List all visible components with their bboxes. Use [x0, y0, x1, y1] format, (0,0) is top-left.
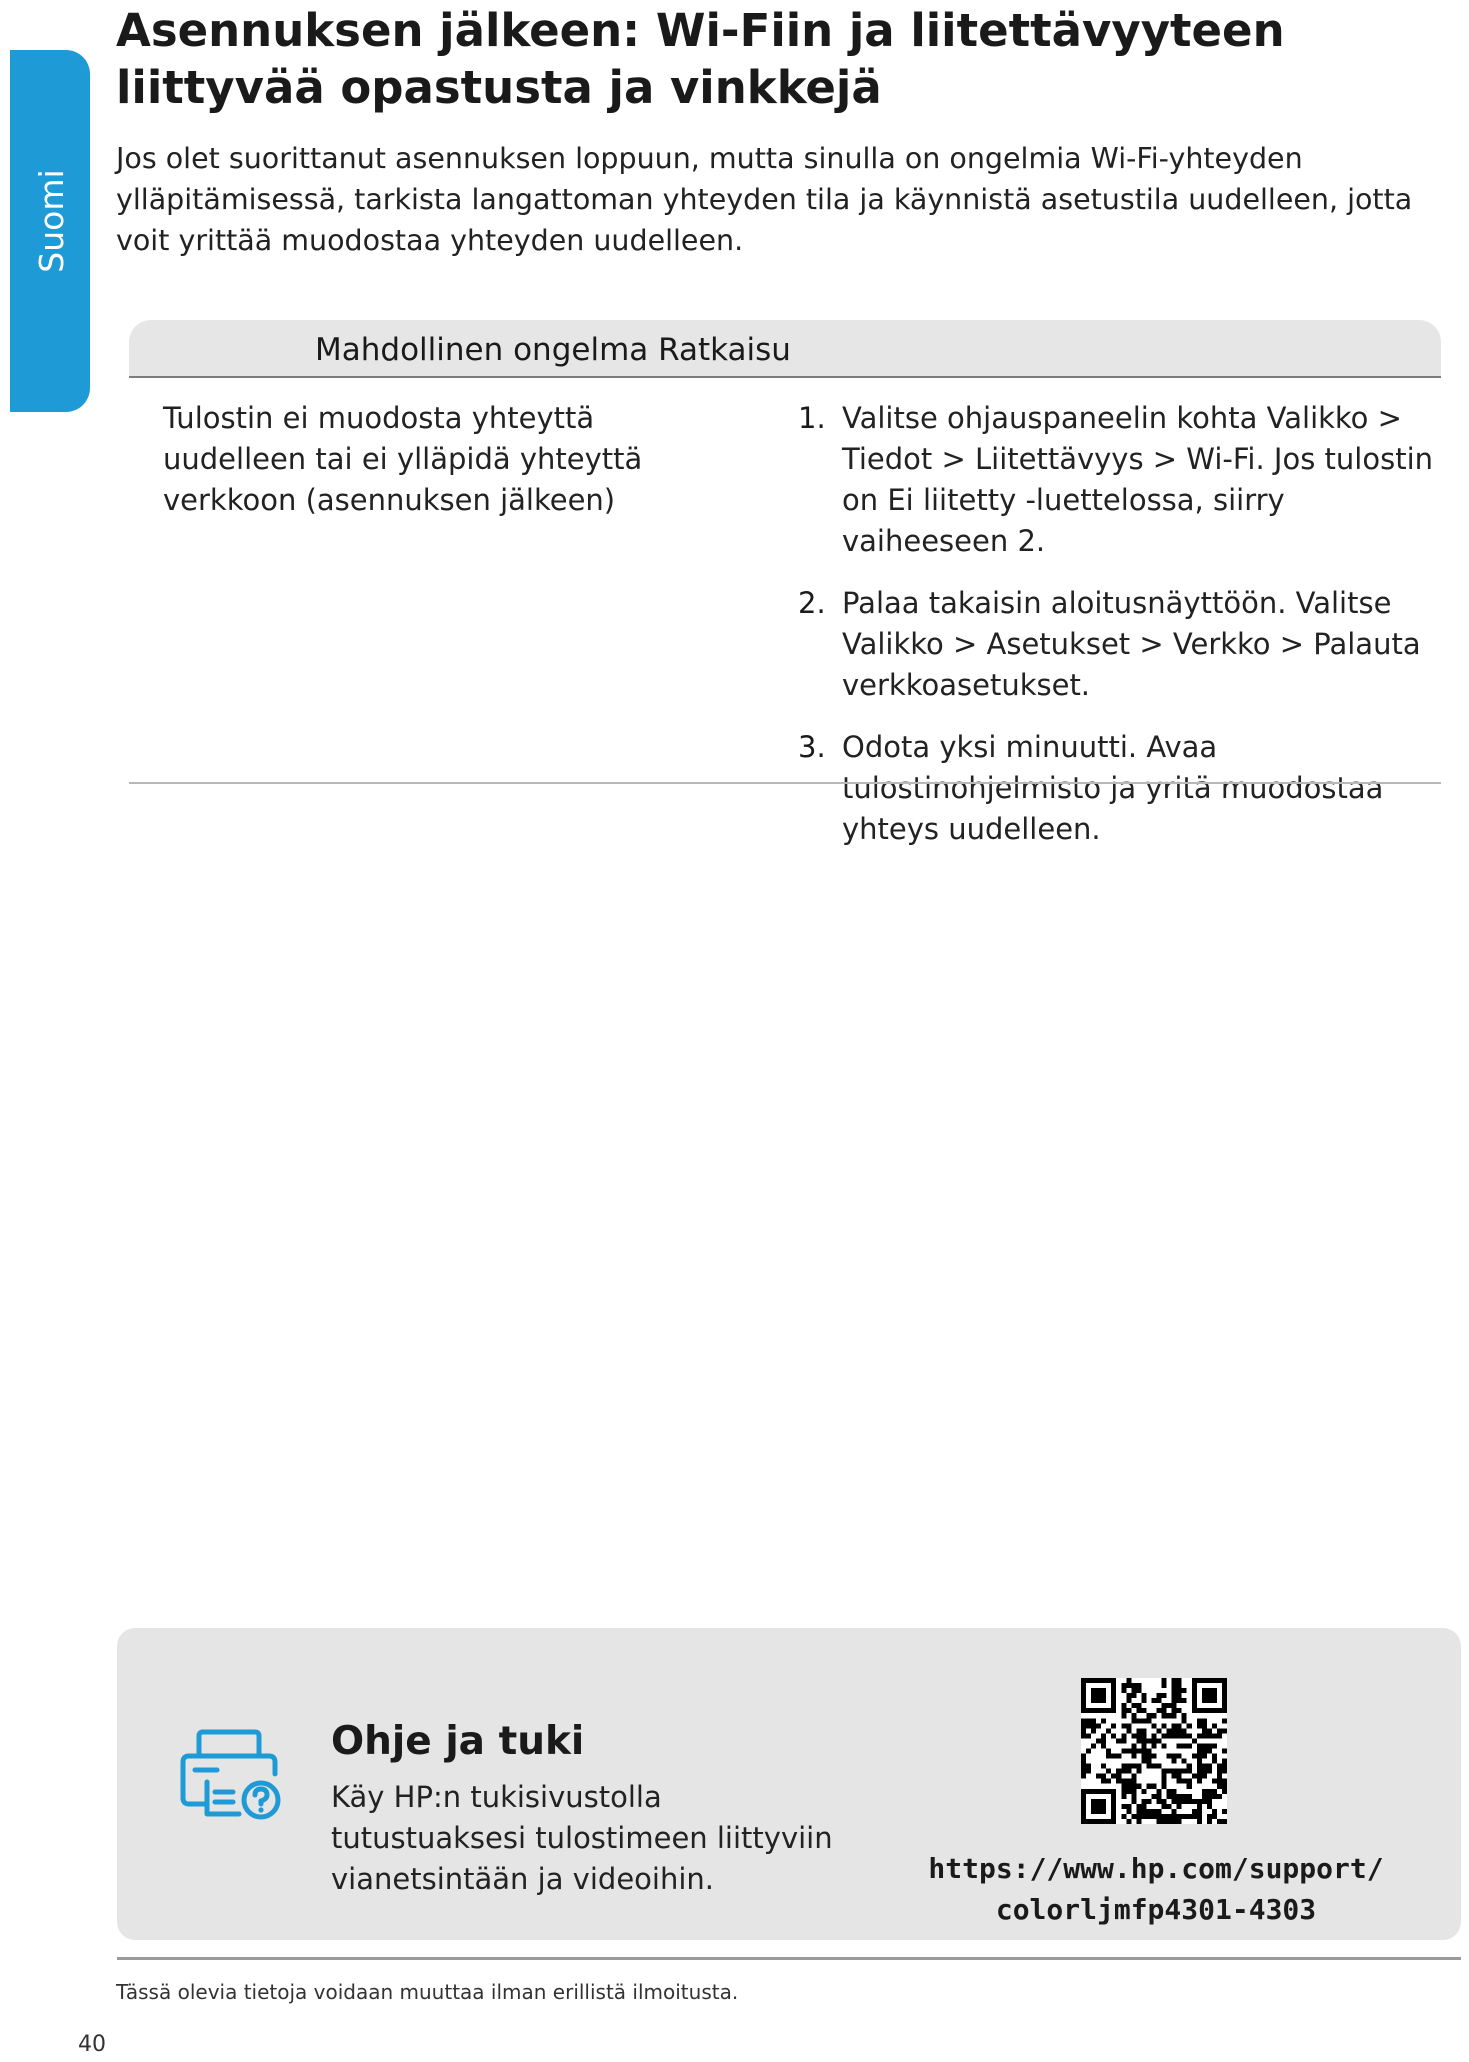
- help-text: Käy HP:n tukisivustolla tutustuaksesi tulostimeen liittyviin vianetsintään ja videoihin.: [331, 1780, 833, 1896]
- footer-rule: [117, 1957, 1461, 1960]
- table-header-label: Mahdollinen ongelma Ratkaisu: [315, 332, 791, 368]
- solution-step: [798, 398, 1446, 562]
- step-number: 2.: [798, 586, 826, 620]
- intro-paragraph: Jos olet suorittanut asennuksen loppuun, mutta sinulla on ongelmia Wi-Fi-yhteyden ylläpitämisessä, tarkista langattoman yhteyden tila ja käynnistä asetustila uudelleen, jotta voit yrittää muodostaa yhteyden uudelleen.: [116, 142, 1413, 257]
- step-text: Palaa takaisin aloitusnäyttöön. Valitse Valikko > Asetukset > Verkko > Palauta verkkoasetukset.: [842, 586, 1421, 702]
- page-title: Asennuksen jälkeen: Wi-Fiin ja liitettävyyteen liittyvää opastusta ja vinkkejä: [116, 4, 1285, 114]
- printer-help-icon: [177, 1726, 287, 1822]
- help-panel: [117, 1628, 1461, 1940]
- solution-steps: [798, 398, 1446, 871]
- support-url-line1: https://www.hp.com/support/: [928, 1852, 1384, 1885]
- qr-code: [1081, 1678, 1227, 1824]
- help-title: Ohje ja tuki: [331, 1719, 585, 1764]
- table-header: [129, 320, 1441, 378]
- language-tab-label: Suomi: [32, 169, 71, 273]
- language-tab: [10, 50, 90, 412]
- step-number: 3.: [798, 730, 826, 764]
- table-bottom-rule: [129, 782, 1441, 784]
- support-url[interactable]: [897, 1848, 1415, 1930]
- problem-description: Tulostin ei muodosta yhteyttä uudelleen tai ei ylläpidä yhteyttä verkkoon (asennuksen jälkeen): [163, 401, 643, 517]
- page-number: 40: [78, 2032, 106, 2057]
- step-number: 1.: [798, 401, 826, 435]
- disclaimer: Tässä olevia tietoja voidaan muuttaa ilman erillistä ilmoitusta.: [116, 1980, 739, 2004]
- solution-step: [798, 583, 1446, 706]
- step-text: Valitse ohjauspaneelin kohta Valikko > Tiedot > Liitettävyys > Wi-Fi. Jos tulostin on Ei liitetty -luettelossa, siirry vaiheeseen 2.: [842, 401, 1434, 558]
- step-text: Odota yksi minuutti. Avaa tulostinohjelmisto ja yritä muodostaa yhteys uudelleen.: [842, 730, 1384, 846]
- solution-step: [798, 727, 1446, 850]
- support-url-line2: colorljmfp4301-4303: [995, 1893, 1317, 1926]
